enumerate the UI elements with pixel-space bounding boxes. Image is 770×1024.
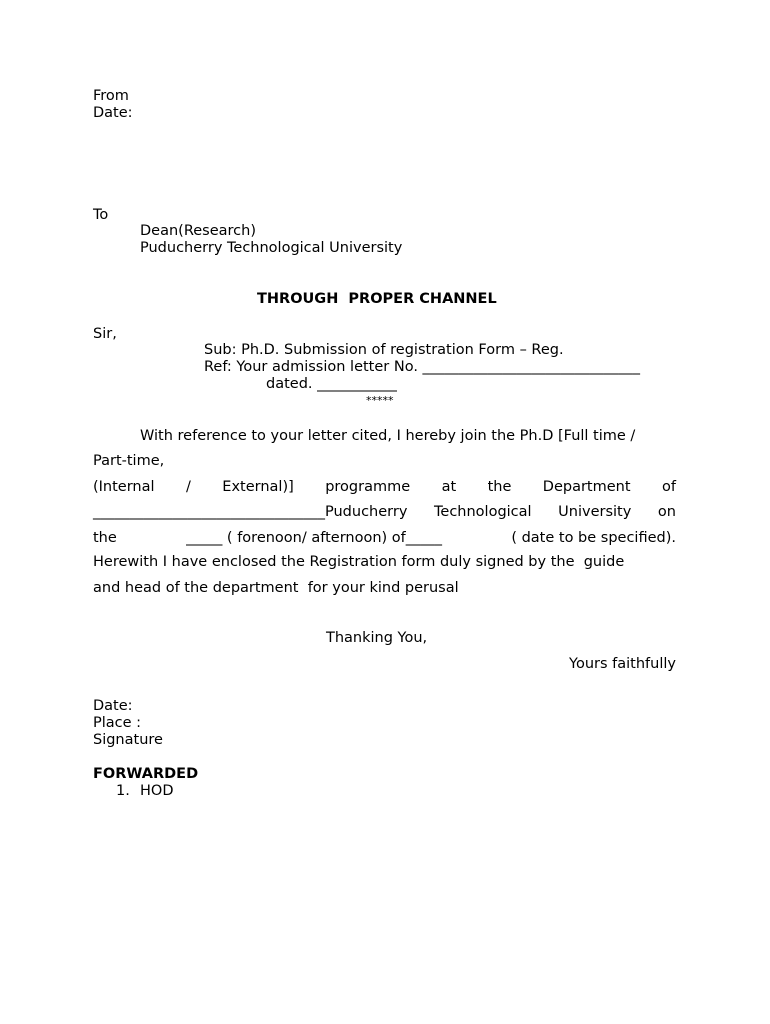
to-label: To	[93, 207, 109, 223]
body-word: Technological	[434, 504, 532, 520]
place-label: Place :	[93, 715, 142, 731]
signature-label: Signature	[93, 732, 163, 748]
forwarded-heading: FORWARDED	[93, 766, 199, 782]
body-line-2: Part-time,	[93, 453, 165, 469]
yours-faithfully: Yours faithfully	[569, 656, 676, 672]
body-word: (Internal	[93, 479, 155, 495]
body-word: University	[558, 504, 632, 520]
body-word: Department	[542, 479, 631, 495]
forwarded-item-hod: HOD	[140, 783, 174, 799]
thanking-you: Thanking You,	[326, 630, 428, 646]
footer-date-label: Date:	[93, 698, 133, 714]
body-line-7: and head of the department for your kind perusal	[93, 580, 459, 596]
stars-separator: *****	[366, 394, 394, 407]
through-proper-channel-heading: THROUGH PROPER CHANNEL	[257, 291, 497, 307]
body-line-6: Herewith I have enclosed the Registration form duly signed by the guide	[93, 554, 625, 570]
body-word: on	[657, 504, 676, 520]
body-word: at	[441, 479, 457, 495]
body-word: _____ ( forenoon/ afternoon) of_____	[186, 530, 443, 546]
subject-line: Sub: Ph.D. Submission of registration Form – Reg.	[204, 342, 564, 358]
body-word: the	[93, 530, 117, 546]
from-label: From	[93, 88, 129, 104]
body-line-3	[93, 478, 676, 496]
body-line-5	[93, 529, 676, 547]
forwarded-item-number: 1.	[116, 783, 130, 799]
header-date-label: Date:	[93, 105, 133, 121]
body-word: /	[185, 479, 191, 495]
salutation: Sir,	[93, 326, 117, 342]
recipient-university: Puducherry Technological University	[140, 240, 403, 256]
reference-line: Ref: Your admission letter No. ______________________________	[204, 359, 641, 375]
body-word: ________________________________Puducherry	[93, 504, 408, 520]
body-line-4	[93, 503, 676, 521]
body-word: programme	[325, 479, 411, 495]
body-word: ( date to be specified).	[511, 530, 676, 546]
body-line-1: With reference to your letter cited, I hereby join the Ph.D [Full time /	[140, 428, 636, 444]
body-word: the	[487, 479, 512, 495]
recipient-title: Dean(Research)	[140, 223, 256, 239]
dated-line: dated. ___________	[266, 376, 397, 392]
body-word: External)]	[222, 479, 294, 495]
body-word: of	[661, 479, 676, 495]
